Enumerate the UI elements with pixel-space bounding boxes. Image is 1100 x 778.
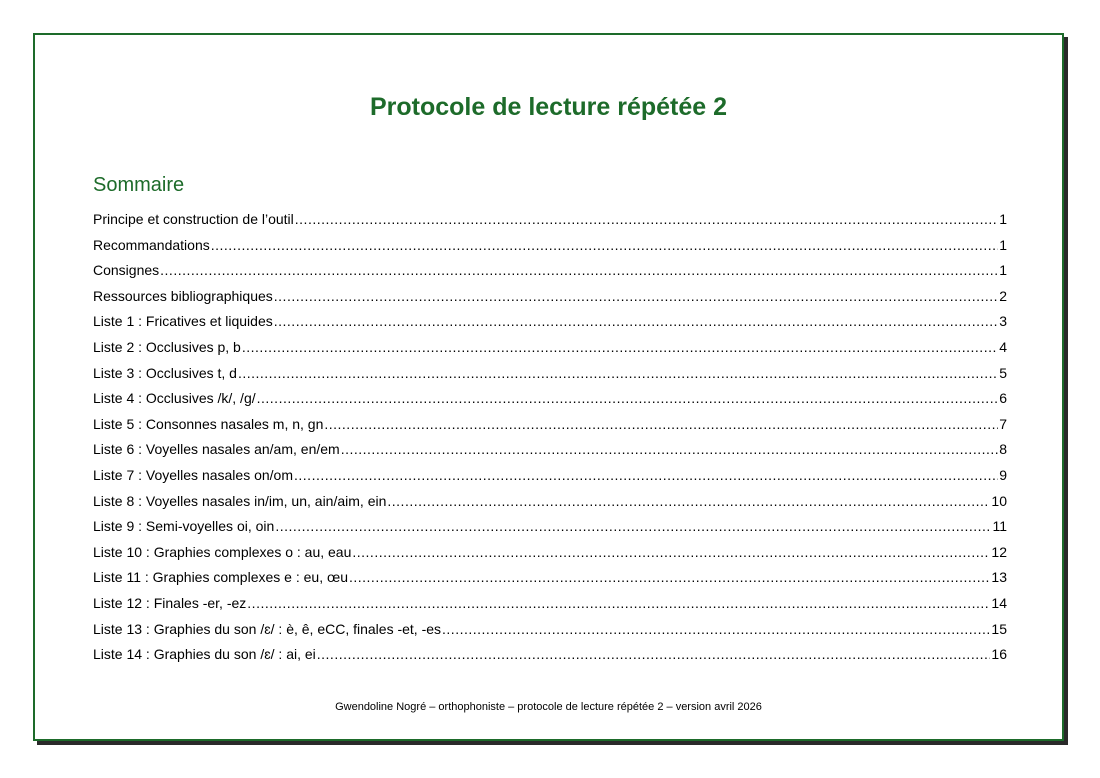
toc-entry-page: 13 — [991, 569, 1007, 586]
toc-leader-dots — [238, 365, 998, 381]
table-of-contents — [93, 211, 1007, 672]
toc-entry-liste-8[interactable] — [93, 493, 1007, 519]
toc-leader-dots — [295, 211, 998, 227]
toc-entry-label: Liste 6 : Voyelles nasales an/am, en/em — [93, 441, 340, 458]
toc-entry-liste-2[interactable] — [93, 339, 1007, 365]
toc-entry-label: Liste 12 : Finales -er, -ez — [93, 594, 247, 611]
toc-leader-dots — [247, 595, 990, 611]
toc-entry-label: Liste 4 : Occlusives /k/, /g/ — [93, 390, 256, 407]
toc-entry-label: Principe et construction de l’outil — [93, 211, 294, 227]
toc-leader-dots — [257, 390, 999, 406]
toc-entry-liste-4[interactable] — [93, 390, 1007, 416]
toc-entry-label: Liste 5 : Consonnes nasales m, n, gn — [93, 415, 324, 432]
toc-leader-dots — [274, 288, 998, 304]
toc-entry-page: 1 — [999, 236, 1007, 253]
toc-leader-dots — [317, 646, 991, 662]
toc-entry-liste-11[interactable] — [93, 569, 1007, 595]
toc-leader-dots — [352, 544, 990, 560]
toc-entry-page: 8 — [999, 441, 1007, 458]
toc-entry-ressources[interactable] — [93, 288, 1007, 314]
toc-leader-dots — [387, 493, 990, 509]
toc-leader-dots — [160, 262, 998, 278]
toc-leader-dots — [349, 569, 990, 585]
toc-entry-page: 7 — [999, 415, 1007, 432]
toc-entry-page: 1 — [999, 211, 1007, 227]
toc-entry-principe[interactable] — [93, 211, 1007, 237]
toc-entry-page: 14 — [991, 594, 1007, 611]
toc-entry-label: Ressources bibliographiques — [93, 287, 273, 304]
toc-entry-liste-7[interactable] — [93, 467, 1007, 493]
toc-entry-page: 12 — [991, 543, 1007, 560]
toc-entry-recommandations[interactable] — [93, 237, 1007, 263]
toc-entry-liste-13[interactable] — [93, 621, 1007, 647]
toc-entry-label: Liste 10 : Graphies complexes o : au, eau — [93, 543, 352, 560]
toc-entry-page: 2 — [999, 287, 1007, 304]
toc-entry-page: 9 — [999, 466, 1007, 483]
toc-entry-liste-9[interactable] — [93, 518, 1007, 544]
toc-heading: Sommaire — [93, 174, 185, 196]
toc-entry-label: Liste 9 : Semi-voyelles oi, oin — [93, 518, 275, 535]
toc-entry-liste-5[interactable] — [93, 416, 1007, 442]
toc-entry-page: 1 — [999, 262, 1007, 279]
toc-leader-dots — [294, 467, 998, 483]
toc-entry-page: 10 — [991, 492, 1007, 509]
toc-entry-label: Recommandations — [93, 236, 210, 253]
toc-leader-dots — [211, 237, 998, 253]
document-footer: Gwendoline Nogré – orthophoniste – protocole de lecture répétée 2 – version avril 2026 — [335, 701, 762, 713]
toc-leader-dots — [275, 518, 991, 534]
toc-entry-liste-14[interactable] — [93, 646, 1007, 672]
toc-entry-label: Liste 13 : Graphies du son /ɛ/ : è, ê, eCC, finales -et, -es — [93, 620, 442, 637]
toc-entry-label: Liste 8 : Voyelles nasales in/im, un, ain/aim, ein — [93, 492, 387, 509]
toc-entry-label: Liste 3 : Occlusives t, d — [93, 364, 237, 381]
toc-entry-liste-3[interactable] — [93, 365, 1007, 391]
toc-entry-page: 3 — [999, 313, 1007, 330]
toc-leader-dots — [442, 621, 990, 637]
toc-entry-label: Liste 2 : Occlusives p, b — [93, 338, 241, 355]
toc-entry-page: 5 — [999, 364, 1007, 381]
toc-entry-label: Liste 7 : Voyelles nasales on/om — [93, 466, 294, 483]
toc-leader-dots — [324, 416, 998, 432]
document-title: Protocole de lecture répétée 2 — [369, 93, 728, 121]
toc-entry-label: Consignes — [93, 262, 160, 279]
document-page — [33, 33, 1064, 741]
toc-leader-dots — [341, 441, 999, 457]
toc-entry-liste-6[interactable] — [93, 441, 1007, 467]
toc-entry-label: Liste 1 : Fricatives et liquides — [93, 313, 273, 330]
toc-entry-label: Liste 14 : Graphies du son /ɛ/ : ai, ei — [93, 646, 316, 663]
toc-entry-liste-10[interactable] — [93, 544, 1007, 570]
toc-entry-label: Liste 11 : Graphies complexes e : eu, œu — [93, 569, 348, 586]
toc-entry-liste-1[interactable] — [93, 313, 1007, 339]
toc-entry-page: 6 — [999, 390, 1007, 407]
toc-entry-page: 15 — [991, 620, 1007, 637]
toc-entry-page: 4 — [999, 338, 1007, 355]
toc-leader-dots — [274, 313, 998, 329]
toc-entry-consignes[interactable] — [93, 262, 1007, 288]
toc-entry-page: 11 — [992, 518, 1007, 535]
toc-entry-liste-12[interactable] — [93, 595, 1007, 621]
toc-leader-dots — [242, 339, 998, 355]
toc-entry-page: 16 — [991, 646, 1007, 663]
